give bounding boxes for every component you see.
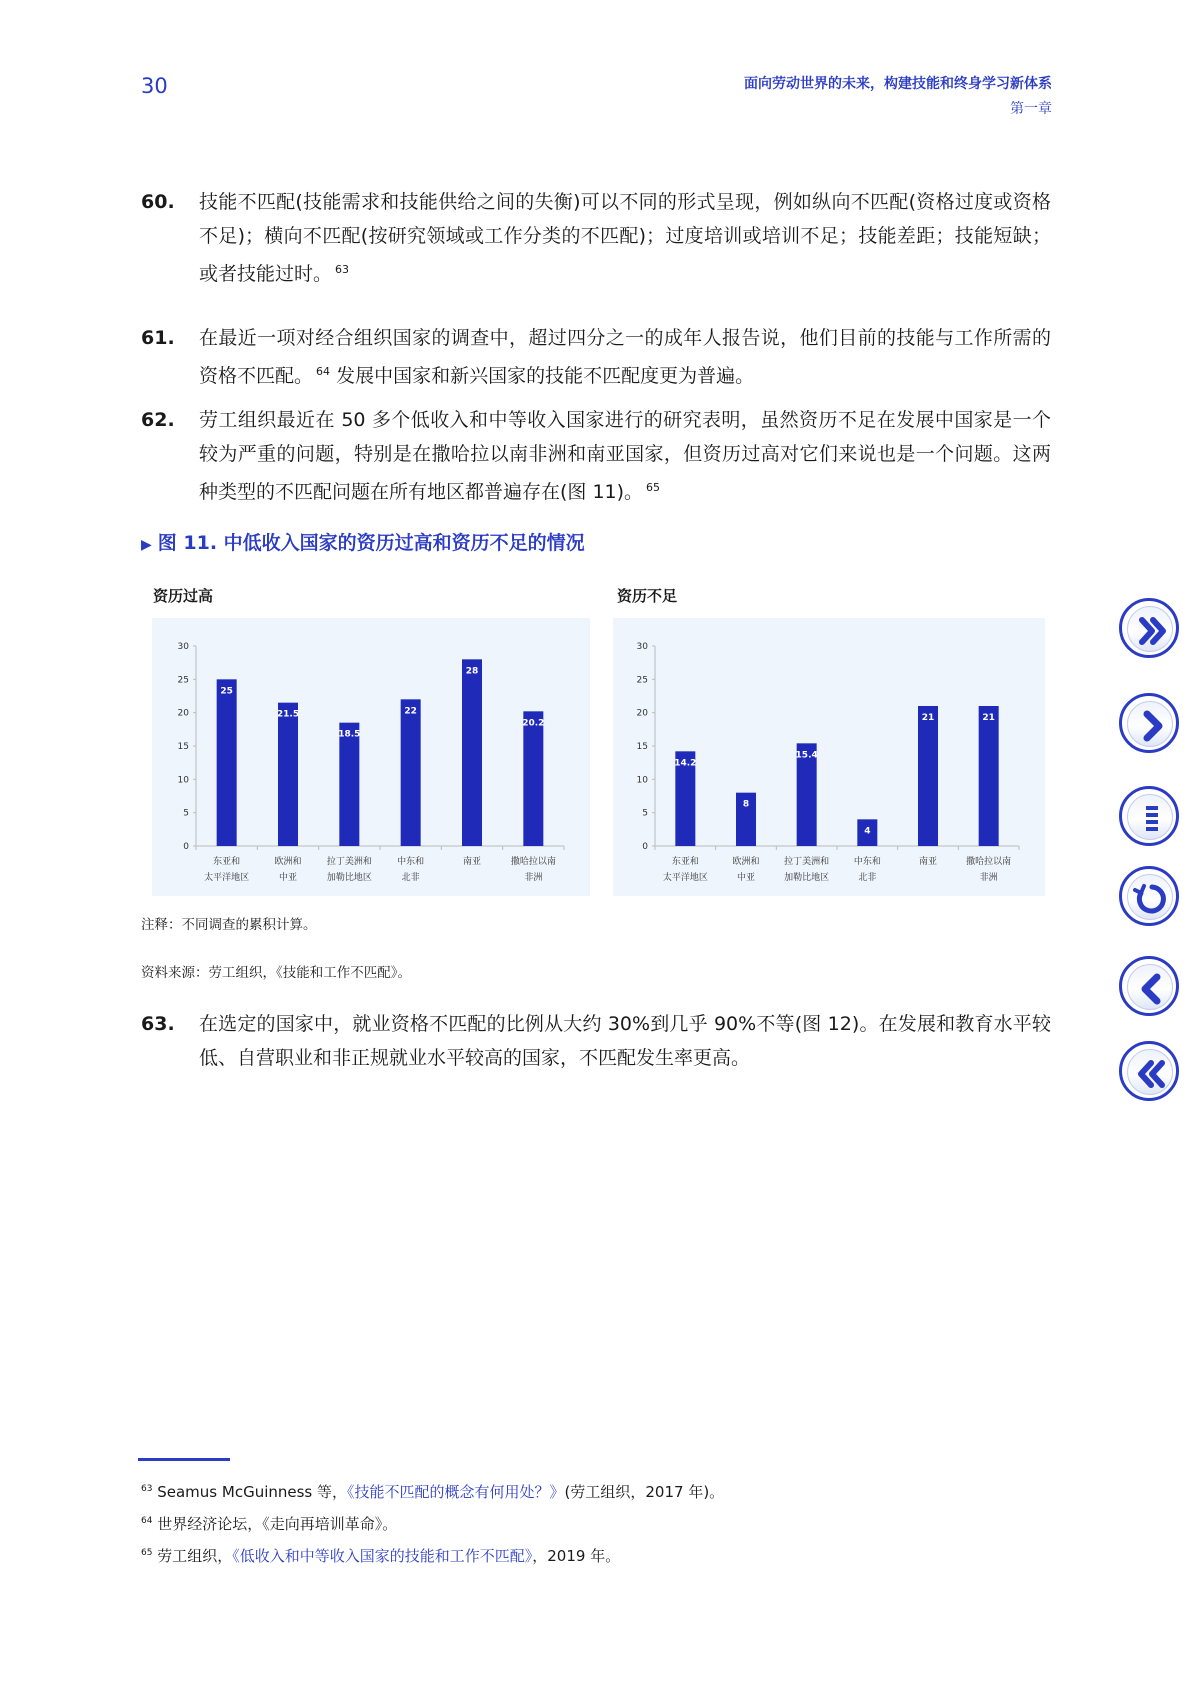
paragraph-text [199, 321, 1051, 393]
y-tick-label: 10 [636, 775, 648, 786]
x-category-label: 南亚 [918, 857, 938, 867]
y-tick-label: 15 [636, 742, 648, 752]
footnote-number: 64 [141, 1516, 153, 1526]
fast-forward-icon [1122, 601, 1182, 661]
bar-value-label: 20.2 [522, 718, 545, 729]
footnote-text: 劳工组织， [157, 1547, 233, 1565]
y-tick-label: 10 [177, 775, 189, 786]
footnote-ref-63[interactable]: 63 [335, 263, 350, 276]
bar-value-label: 22 [404, 706, 417, 717]
bar-value-label: 21.5 [276, 709, 300, 720]
footnote-text: Seamus McGuinness 等， [157, 1483, 348, 1501]
footnote-text-end: ，2019 年。 [532, 1547, 621, 1565]
paragraph-number: 63. [141, 1013, 175, 1035]
y-tick-label: 30 [177, 642, 189, 652]
bar [339, 723, 359, 846]
chart-underqualified [613, 618, 1045, 896]
x-category-label: 太平洋地区 [662, 873, 708, 883]
paragraph-text: 在选定的国家中，就业资格不匹配的比例从大约 30%到几乎 90%不等(图 12)。在发展和教育水平较低、自营职业和非正规就业水平较高的国家，不匹配发生率更高。 [199, 1013, 1051, 1069]
y-tick-label: 30 [636, 642, 648, 652]
bar [401, 699, 421, 846]
chart-overqualified [152, 618, 590, 896]
footnote-text: 世界经济论坛，《走向再培训革命》。 [157, 1515, 398, 1533]
footnote-65 [141, 1543, 620, 1566]
running-header-title: 面向劳动世界的未来，构建技能和终身学习新体系 [744, 76, 1052, 92]
footnote-number: 65 [141, 1548, 153, 1558]
footnote-ref-64[interactable]: 64 [316, 365, 331, 378]
paragraph-body: 技能不匹配(技能需求和技能供给之间的失衡)可以不同的形式呈现，例如纵向不匹配(资格过度或资格不足)；横向不匹配(按研究领域或工作分类的不匹配)；过度培训或培训不足；技能差距；技能短缺；或者技能过时。 [199, 191, 1051, 285]
figure-title [141, 528, 585, 555]
page-number: 30 [141, 74, 168, 98]
bar [918, 706, 938, 846]
bar-value-label: 25 [220, 686, 233, 697]
y-tick-label: 0 [183, 842, 189, 852]
y-tick-label: 25 [177, 675, 189, 686]
bar [523, 711, 543, 846]
bar-value-label: 8 [742, 799, 750, 810]
paragraph-number: 62. [141, 409, 175, 431]
bar-value-label: 14.2 [674, 758, 697, 769]
y-tick-label: 20 [177, 708, 189, 719]
paragraph-body: 在最近一项对经合组织国家的调查中，超过四分之一的成年人报告说，他们目前的技能与工作所需的资格不匹配。 [199, 327, 1051, 387]
paragraph-text [199, 185, 1051, 291]
footnote-ref-65[interactable]: 65 [646, 481, 661, 494]
footnote-64 [141, 1511, 397, 1534]
x-category-label: 撒哈拉以南 [966, 857, 1012, 867]
next-page-button[interactable] [1119, 693, 1179, 753]
bar-value-label: 21 [921, 713, 935, 723]
bar-value-label: 28 [465, 666, 479, 677]
x-category-label: 非洲 [524, 873, 543, 883]
bar-value-label: 4 [864, 826, 871, 837]
chart-overqualified-label: 资历过高 [153, 587, 214, 605]
x-category-label: 中亚 [736, 873, 756, 883]
x-category-label: 东亚和 [213, 857, 241, 867]
y-tick-label: 5 [183, 808, 189, 819]
footnote-63 [141, 1479, 724, 1502]
rewind-icon [1122, 1044, 1182, 1104]
menu-icon [1122, 789, 1182, 849]
x-category-label: 拉丁美洲和 [326, 857, 372, 867]
menu-button[interactable] [1119, 786, 1179, 846]
figure-source: 资料来源：劳工组织，《技能和工作不匹配》。 [141, 965, 411, 981]
y-tick-label: 5 [642, 808, 648, 819]
fast-forward-button[interactable] [1119, 598, 1179, 658]
x-category-label: 中东和 [397, 857, 425, 867]
x-category-label: 非洲 [979, 873, 998, 883]
x-category-label: 中东和 [853, 857, 881, 867]
previous-icon [1122, 959, 1182, 1019]
back-button[interactable] [1119, 866, 1179, 926]
paragraph-number: 60. [141, 191, 175, 213]
x-category-label: 北非 [858, 873, 877, 883]
paragraph-number: 61. [141, 327, 175, 349]
paragraph-body-continued: 发展中国家和新兴国家的技能不匹配度更为普遍。 [336, 365, 755, 387]
x-category-label: 欧洲和 [732, 857, 760, 867]
paragraph-60 [141, 185, 1051, 291]
rewind-button[interactable] [1119, 1041, 1179, 1101]
running-header-chapter: 第一章 [1010, 101, 1052, 117]
x-category-label: 中亚 [278, 873, 298, 883]
previous-page-button[interactable] [1119, 956, 1179, 1016]
chart-underqualified-label: 资历不足 [617, 587, 678, 605]
paragraph-body: 劳工组织最近在 50 多个低收入和中等收入国家进行的研究表明，虽然资历不足在发展中国家是一个较为严重的问题，特别是在撒哈拉以南非洲和南亚国家，但资历过高对它们来说也是一个问题。这两种类型的不匹配问题在所有地区都普遍存在(图 11)。 [199, 409, 1051, 503]
footnote-text-end: (劳工组织，2017 年)。 [564, 1483, 725, 1501]
footnote-link[interactable]: 《低收入和中等收入国家的技能和工作不匹配》 [232, 1547, 533, 1565]
bar [217, 679, 237, 846]
bar [462, 659, 482, 846]
bar [278, 703, 298, 846]
running-header [744, 74, 1052, 120]
x-category-label: 东亚和 [671, 857, 699, 867]
bar [979, 706, 999, 846]
back-icon [1122, 869, 1182, 929]
triangle-marker-icon: ▶ [141, 537, 152, 553]
y-tick-label: 20 [636, 708, 648, 719]
bar-value-label: 21 [982, 713, 995, 723]
bar-value-label: 18.5 [338, 729, 361, 740]
y-tick-label: 25 [636, 675, 648, 686]
chart-underqualified-svg [613, 618, 1045, 896]
paragraph-61 [141, 321, 1051, 393]
x-category-label: 撒哈拉以南 [510, 857, 556, 867]
figure-title-text: 图 11. 中低收入国家的资历过高和资历不足的情况 [157, 532, 585, 554]
x-category-label: 北非 [401, 873, 420, 883]
x-category-label: 加勒比地区 [326, 873, 372, 883]
x-category-label: 太平洋地区 [204, 873, 250, 883]
paragraph-63 [141, 1007, 1051, 1075]
paragraph-text [199, 403, 1051, 509]
footnote-divider [138, 1458, 230, 1461]
y-tick-label: 15 [177, 742, 189, 752]
next-icon [1122, 696, 1182, 756]
y-tick-label: 0 [642, 842, 648, 852]
x-category-label: 拉丁美洲和 [784, 857, 830, 867]
figure-note: 注释：不同调查的累积计算。 [141, 917, 317, 933]
x-category-label: 欧洲和 [274, 857, 302, 867]
x-category-label: 加勒比地区 [784, 873, 830, 883]
footnote-link[interactable]: 《技能不匹配的概念有何用处？》 [347, 1483, 565, 1501]
paragraph-62 [141, 403, 1051, 509]
bar-value-label: 15.4 [795, 750, 818, 761]
chart-overqualified-svg [152, 618, 590, 896]
footnote-number: 63 [141, 1484, 153, 1494]
x-category-label: 南亚 [462, 857, 482, 867]
